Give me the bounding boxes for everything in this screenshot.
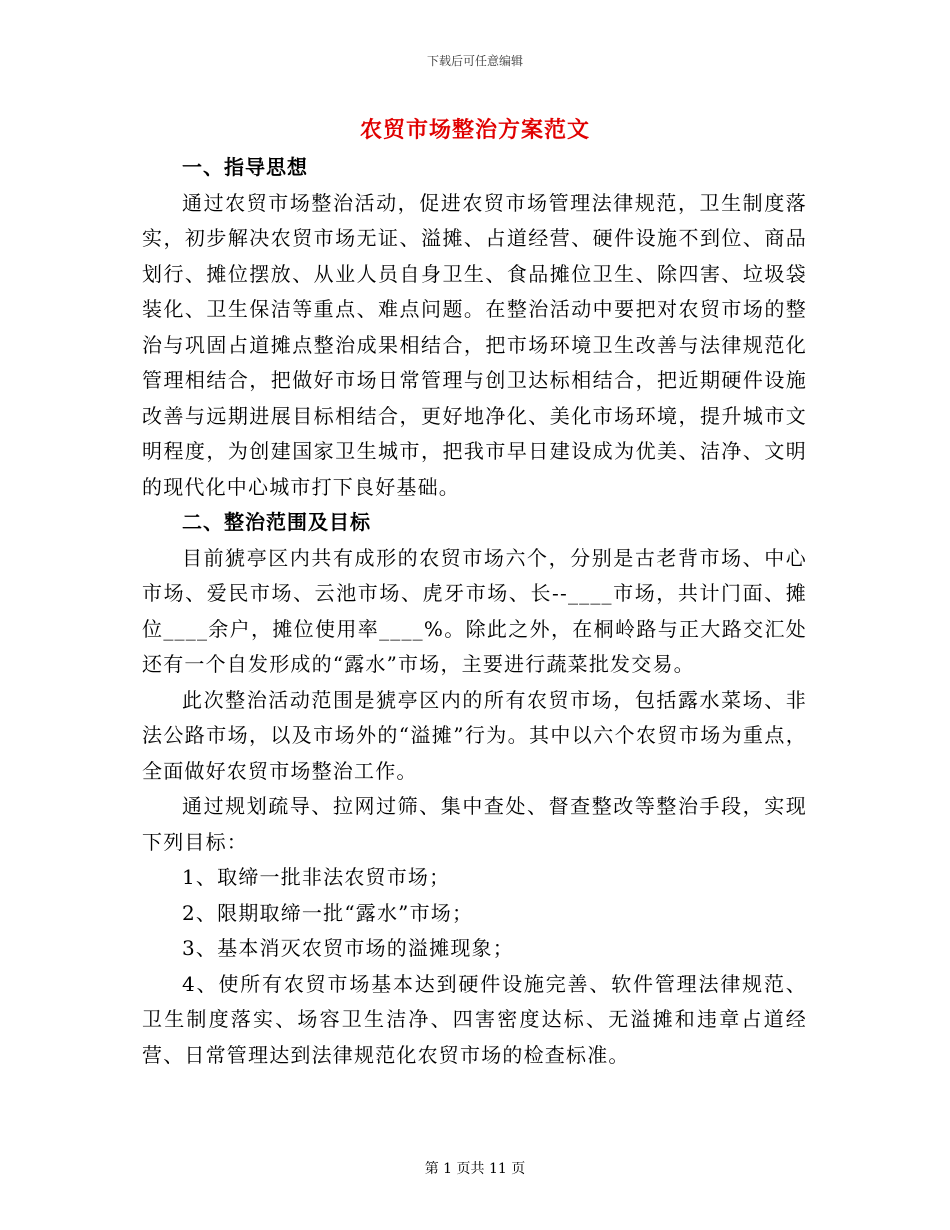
section-heading-guiding-thought: 一、指导思想 <box>182 155 308 179</box>
document-body <box>142 150 807 1073</box>
goal-item-4: 4、使所有农贸市场基本达到硬件设施完善、软件管理法律规范、卫生制度落实、场容卫生洁净、四害密度达标、无溢摊和违章占道经营、日常管理达到法律规范化农贸市场的检查标准。 <box>142 971 807 1067</box>
paragraph-markets-overview: 目前猇亭区内共有成形的农贸市场六个，分别是古老背市场、中心市场、爱民市场、云池市场、虎牙市场、长--____市场，共计门面、摊位____余户，摊位使用率____%。除此之外，在桐岭路与正大路交汇处还有一个自发形成的“露水”市场，主要进行蔬菜批发交易。 <box>142 545 807 676</box>
goal-item-3: 3、基本消灭农贸市场的溢摊现象； <box>182 936 514 960</box>
goal-item-1: 1、取缔一批非法农贸市场； <box>182 865 451 889</box>
paragraph-scope: 此次整治活动范围是猇亭区内的所有农贸市场，包括露水菜场、非法公路市场，以及市场外的“溢摊”行为。其中以六个农贸市场为重点，全面做好农贸市场整治工作。 <box>142 687 807 783</box>
document-title: 农贸市场整治方案范文 <box>359 117 590 143</box>
goal-item-2: 2、限期取缔一批“露水”市场； <box>182 900 474 925</box>
paragraph-guiding-thought: 通过农贸市场整治活动，促进农贸市场管理法律规范，卫生制度落实，初步解决农贸市场无证、溢摊、占道经营、硬件设施不到位、商品划行、摊位摆放、从业人员自身卫生、食品摊位卫生、除四害、垃圾袋装化、卫生保洁等重点、难点问题。在整治活动中要把对农贸市场的整治与巩固占道摊点整治成果相结合，把市场环境卫生改善与法律规范化管理相结合，把做好市场日常管理与创卫达标相结合，把近期硬件设施改善与远期进展目标相结合，更好地净化、美化市场环境，提升城市文明程度，为创建国家卫生城市，把我市早日建设成为优美、洁净、文明的现代化中心城市打下良好基础。 <box>142 190 807 499</box>
paragraph-goals-intro: 通过规划疏导、拉网过筛、集中查处、督查整改等整治手段，实现下列目标： <box>142 794 807 854</box>
section-heading-scope-goals: 二、整治范围及目标 <box>182 510 371 534</box>
header-note: 下载后可任意编辑 <box>426 54 523 68</box>
page-number: 第 1 页共 11 页 <box>424 1161 526 1177</box>
